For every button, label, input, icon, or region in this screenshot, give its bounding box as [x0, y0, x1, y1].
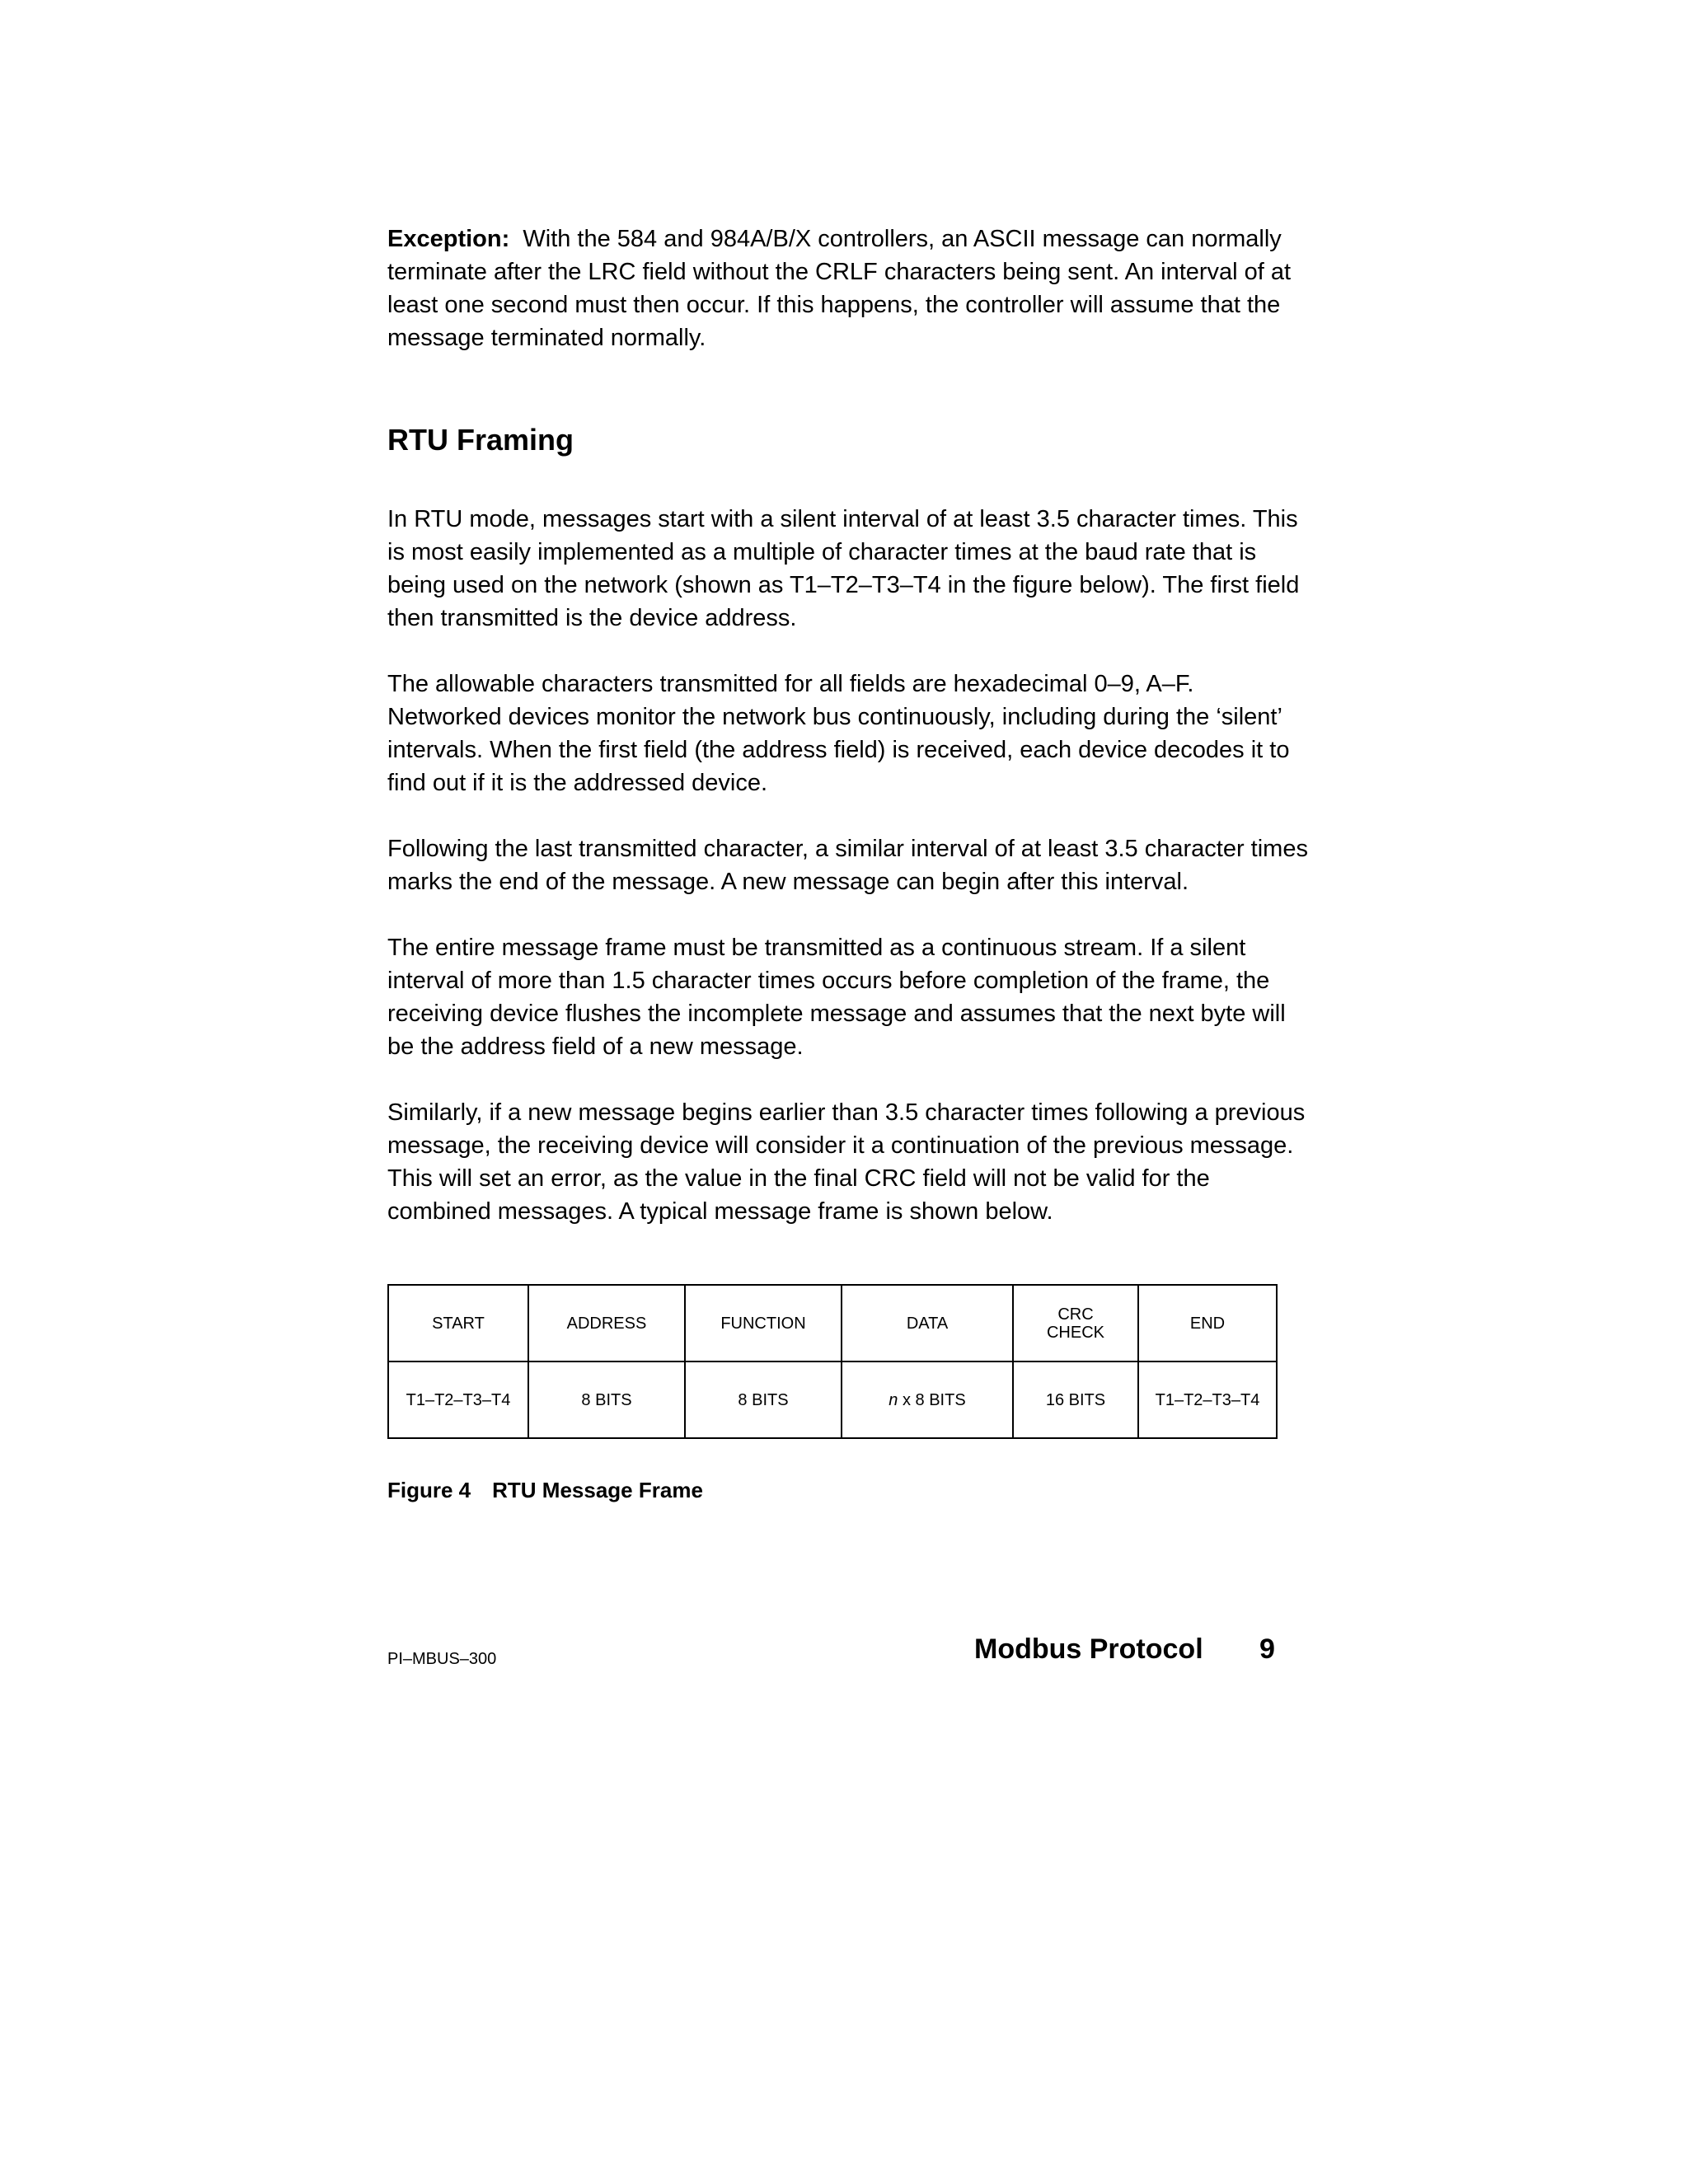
header-end: END: [1189, 1314, 1226, 1333]
value-data: [842, 1362, 1014, 1437]
header-function: FUNCTION: [686, 1286, 842, 1361]
header-crc-line1: CRC: [1057, 1305, 1094, 1324]
header-crc-check: [1014, 1286, 1139, 1361]
value-start: T1–T2–T3–T4: [389, 1362, 529, 1437]
exception-label: Exception:: [387, 226, 510, 252]
header-start: START: [389, 1286, 529, 1361]
paragraph-5: Similarly, if a new message begins earlier than 3.5 character times following a previous message, the receiving device will consider it a continuation of the previous message. This will set an error, as the value in the final CRC field will not be valid for the combined messages. A typical message frame is shown below.: [387, 1099, 1306, 1225]
value-data-rest: x 8 BITS: [902, 1390, 966, 1409]
value-function: 8 BITS: [686, 1362, 842, 1437]
value-end: T1–T2–T3–T4: [1155, 1390, 1260, 1409]
value-address: 8 BITS: [529, 1362, 686, 1437]
frame-value-row: [389, 1362, 1276, 1437]
frame-header-row: [389, 1286, 1276, 1362]
footer-doc-id: PI–MBUS–300: [387, 1650, 497, 1668]
figure-caption: [387, 1478, 703, 1503]
paragraph-2: The allowable characters transmitted for all fields are hexadecimal 0–9, A–F. Networked devices monitor the network bus continuously, including during the ‘silent’ intervals. When the first field (the address field) is received, each device decodes it to find out if it is the addressed device.: [387, 671, 1290, 796]
paragraph-4: The entire message frame must be transmitted as a continuous stream. If a silent interval of more than 1.5 character times occurs before completion of the frame, the receiving device flushes the incomplete message and assumes that the next byte will be the address field of a new message.: [387, 935, 1286, 1060]
header-crc-line2: CHECK: [1046, 1323, 1104, 1342]
footer-page-number: 9: [1259, 1633, 1275, 1665]
value-crc: 16 BITS: [1014, 1362, 1139, 1437]
paragraph-3: Following the last transmitted character, a similar interval of at least 3.5 character times marks the end of the message. A new message can begin after this interval.: [387, 836, 1308, 895]
exception-text: With the 584 and 984A/B/X controllers, an ASCII message can normally terminate after the LRC field without the CRLF characters being sent. An interval of at least one second must then occur. If this happens, the controller will assume that the message terminated normally.: [387, 226, 1292, 351]
value-data-n: n: [889, 1390, 898, 1409]
footer-title: Modbus Protocol: [974, 1633, 1203, 1665]
exception-paragraph: [387, 223, 1311, 354]
header-data: DATA: [842, 1286, 1014, 1361]
header-address: ADDRESS: [529, 1286, 686, 1361]
rtu-message-frame-table: [387, 1284, 1278, 1439]
section-heading: RTU Framing: [387, 423, 574, 457]
paragraph-1: In RTU mode, messages start with a silent interval of at least 3.5 character times. This is most easily implemented as a multiple of character times at the baud rate that is being used on the network (shown as T1–T2–T3–T4 in the figure below). The first field then transmitted is the device address.: [387, 506, 1300, 631]
figure-number: Figure 4: [387, 1478, 471, 1502]
figure-title: RTU Message Frame: [492, 1478, 703, 1502]
